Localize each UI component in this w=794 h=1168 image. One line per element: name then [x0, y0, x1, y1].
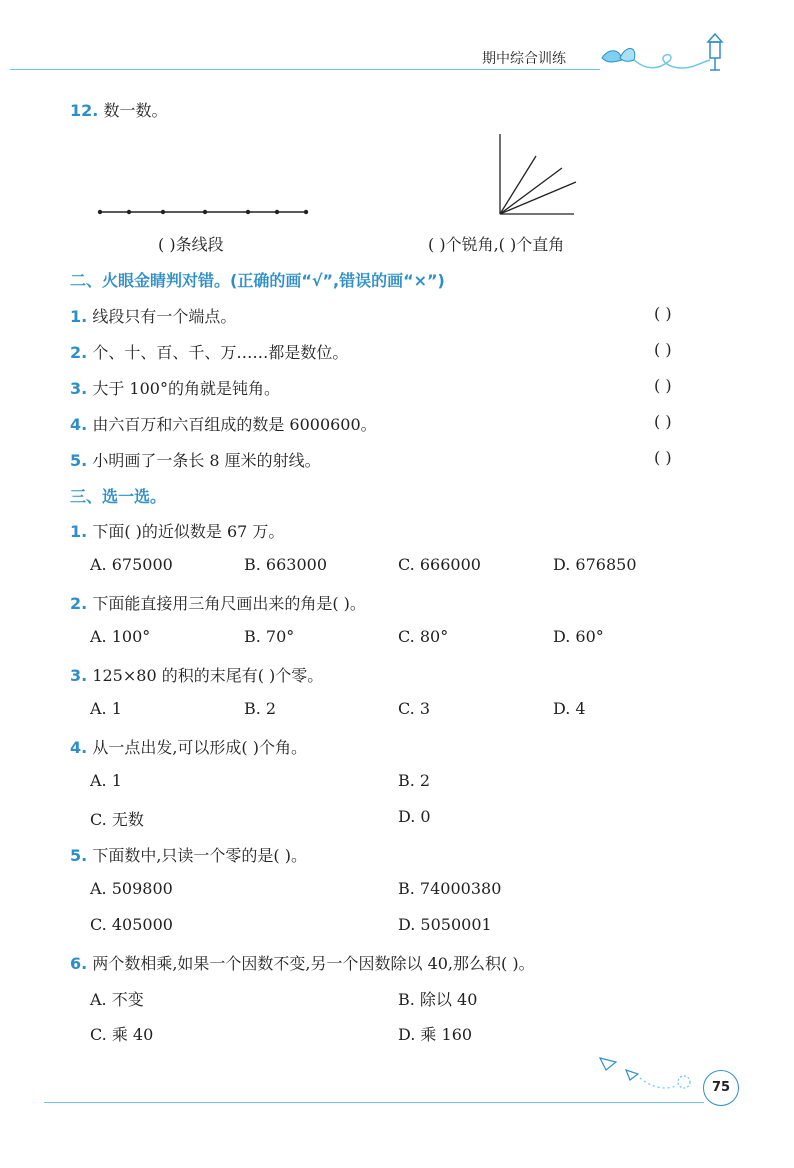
- footer-rule: [44, 1102, 704, 1103]
- s3-q5-number: 5.: [70, 846, 88, 865]
- q12-prompt: [70, 98, 167, 121]
- s3-q5-prompt: [70, 843, 307, 866]
- s3-q4-option-d[interactable]: D. 0: [398, 807, 431, 826]
- s3-q3-option-a[interactable]: A. 1: [90, 699, 122, 718]
- q12-text: 数一数。: [103, 101, 168, 120]
- s3-q2-option-c[interactable]: C. 80°: [398, 627, 449, 646]
- s2-item-4-answer-blank[interactable]: ( ): [654, 412, 672, 431]
- s3-q1-number: 1.: [70, 522, 88, 541]
- s3-q6-option-d[interactable]: D. 乘 160: [398, 1025, 473, 1044]
- s2-item-5-text: 小明画了一条长 8 厘米的射线。: [92, 451, 321, 470]
- s2-item-5: [70, 448, 321, 471]
- s3-q6-number: 6.: [70, 954, 88, 973]
- s3-q3-number: 3.: [70, 666, 88, 685]
- s2-item-3-answer-blank[interactable]: ( ): [654, 376, 672, 395]
- page-number: 75: [703, 1070, 739, 1106]
- bird-doodle-decoration-icon: [596, 1052, 700, 1098]
- s3-q4-number: 4.: [70, 738, 88, 757]
- s3-q2-prompt: [70, 591, 366, 614]
- s3-q6-text: 两个数相乘,如果一个因数不变,另一个因数除以 40,那么积( )。: [92, 954, 535, 973]
- s3-q5-option-d[interactable]: D. 5050001: [398, 915, 492, 934]
- s3-q3-option-d[interactable]: D. 4: [553, 699, 586, 718]
- s3-q6-option-a[interactable]: A. 不变: [90, 990, 144, 1009]
- s2-item-4: [70, 412, 377, 435]
- s2-item-3: [70, 376, 280, 399]
- s3-q2-option-b[interactable]: B. 70°: [244, 627, 295, 646]
- s3-q1-option-b[interactable]: B. 663000: [244, 555, 328, 574]
- s3-q2-option-a[interactable]: A. 100°: [90, 627, 151, 646]
- segment-figure: [90, 200, 320, 224]
- s2-item-2-text: 个、十、百、千、万……都是数位。: [92, 343, 349, 362]
- s3-q4-option-c[interactable]: C. 无数: [90, 810, 144, 829]
- s3-q5-text: 下面数中,只读一个零的是( )。: [92, 846, 307, 865]
- s3-q1-text: 下面( )的近似数是 67 万。: [92, 522, 285, 541]
- s3-q5-option-a[interactable]: A. 509800: [90, 879, 173, 898]
- s3-q6-prompt: [70, 951, 535, 974]
- s3-q6-option-b[interactable]: B. 除以 40: [398, 990, 478, 1009]
- s3-q6-option-c[interactable]: C. 乘 40: [90, 1025, 154, 1044]
- s3-q5-option-c[interactable]: C. 405000: [90, 915, 173, 934]
- q12-number: 12.: [70, 101, 99, 120]
- angle-figure: [490, 130, 590, 220]
- s3-q1-option-c[interactable]: C. 666000: [398, 555, 481, 574]
- s3-q3-text: 125×80 的积的末尾有( )个零。: [92, 666, 324, 685]
- s3-q2-option-d[interactable]: D. 60°: [553, 627, 604, 646]
- s2-item-2-number: 2.: [70, 343, 88, 362]
- header-title: 期中综合训练: [482, 51, 566, 67]
- s3-q1-option-a[interactable]: A. 675000: [90, 555, 173, 574]
- s3-q1-option-d[interactable]: D. 676850: [553, 555, 637, 574]
- s3-q3-option-b[interactable]: B. 2: [244, 699, 277, 718]
- s3-q3-prompt: [70, 663, 323, 686]
- s3-q2-number: 2.: [70, 594, 88, 613]
- s3-q4-text: 从一点出发,可以形成( )个角。: [92, 738, 307, 757]
- s2-item-3-number: 3.: [70, 379, 88, 398]
- s3-q2-text: 下面能直接用三角尺画出来的角是( )。: [92, 594, 366, 613]
- s3-q3-option-c[interactable]: C. 3: [398, 699, 431, 718]
- s2-item-2: [70, 340, 348, 363]
- s2-item-1: [70, 304, 236, 327]
- s2-item-4-number: 4.: [70, 415, 88, 434]
- s3-q4-option-b[interactable]: B. 2: [398, 771, 431, 790]
- s2-item-4-text: 由六百万和六百组成的数是 6000600。: [92, 415, 377, 434]
- butterfly-lamp-decoration-icon: [598, 28, 738, 78]
- q12-angle-label: ( )个锐角,( )个直角: [428, 235, 565, 254]
- s2-item-5-answer-blank[interactable]: ( ): [654, 448, 672, 467]
- section3-title: 三、选一选。: [70, 487, 167, 506]
- s2-item-5-number: 5.: [70, 451, 88, 470]
- header-rule: [10, 69, 600, 70]
- section2-title: 二、火眼金睛判对错。(正确的画“√”,错误的画“×”): [70, 271, 445, 290]
- s2-item-1-answer-blank[interactable]: ( ): [654, 304, 672, 323]
- s3-q1-prompt: [70, 519, 284, 542]
- q12-segment-label: ( )条线段: [158, 235, 224, 254]
- s2-item-1-number: 1.: [70, 307, 88, 326]
- s2-item-3-text: 大于 100°的角就是钝角。: [92, 379, 280, 398]
- s3-q5-option-b[interactable]: B. 74000380: [398, 879, 502, 898]
- s2-item-2-answer-blank[interactable]: ( ): [654, 340, 672, 359]
- s3-q4-option-a[interactable]: A. 1: [90, 771, 122, 790]
- s3-q4-prompt: [70, 735, 307, 758]
- s2-item-1-text: 线段只有一个端点。: [92, 307, 237, 326]
